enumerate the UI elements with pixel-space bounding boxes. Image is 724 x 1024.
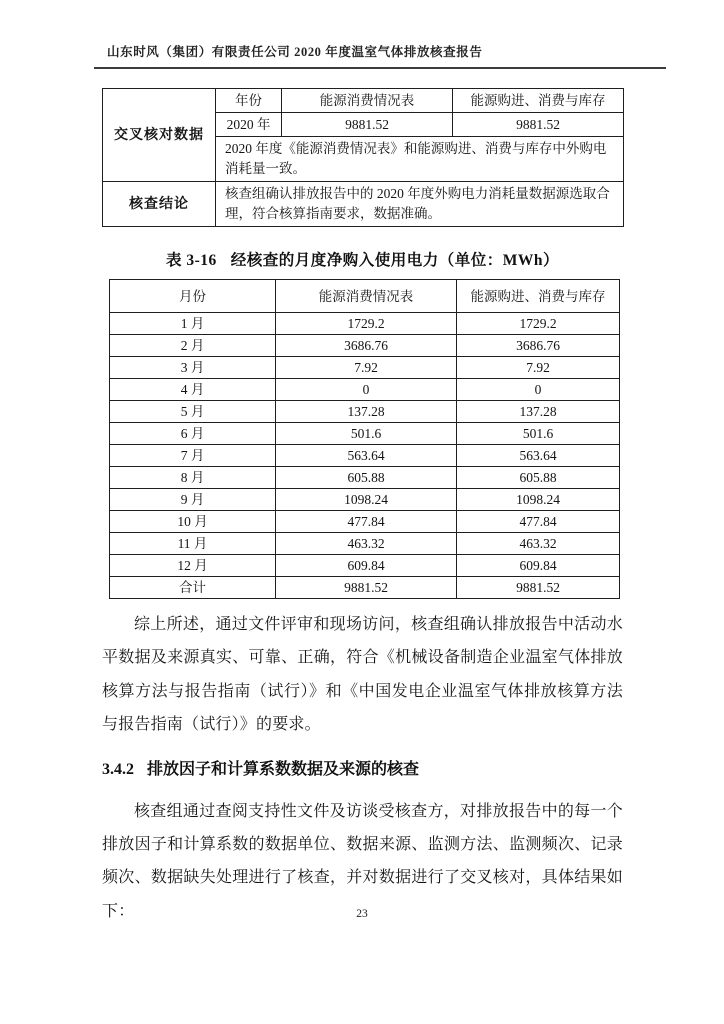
column-header-energy-consumption: 能源消费情况表: [282, 89, 453, 113]
value-cell: 605.88: [457, 467, 620, 489]
value-cell: 3686.76: [457, 335, 620, 357]
total-label-cell: 合计: [110, 577, 276, 599]
table-row: [110, 423, 620, 445]
column-header-energy-consumption: 能源消费情况表: [276, 280, 457, 313]
table-row: [103, 89, 624, 113]
table-row: [110, 533, 620, 555]
factors-paragraph: 核查组通过查阅支持性文件及访谈受核查方，对排放报告中的每一个排放因子和计算系数的数据单位、数据来源、监测方法、监测频次、记录频次、数据缺失处理进行了核查，并对数据进行了交叉核对，具体结果如下：: [102, 802, 623, 920]
section-title: 排放因子和计算系数数据及来源的核查: [147, 760, 420, 778]
month-cell: 1 月: [110, 313, 276, 335]
month-cell: 4 月: [110, 379, 276, 401]
value-cell: 0: [276, 379, 457, 401]
page-content: [102, 88, 623, 928]
table-row: [110, 445, 620, 467]
column-header-year: 年份: [216, 89, 282, 113]
table-row: [110, 489, 620, 511]
table-row: [110, 401, 620, 423]
conclusion-label-cell: 核查结论: [103, 182, 216, 227]
month-cell: 2 月: [110, 335, 276, 357]
table-row: [110, 467, 620, 489]
value-cell: 563.64: [276, 445, 457, 467]
value-cell: 563.64: [457, 445, 620, 467]
value-cell: 1098.24: [276, 489, 457, 511]
table-title-text: 经核查的月度净购入使用电力（单位：MWh）: [230, 252, 560, 269]
table-row: [110, 577, 620, 599]
monthly-table-title: [102, 248, 623, 270]
conclusion-text-cell: 核查组确认排放报告中的 2020 年度外购电力消耗量数据源选取合理，符合核算指南要求，数据准确。: [216, 182, 624, 227]
energy-consumption-value-cell: 9881.52: [282, 113, 453, 137]
section-heading: [102, 753, 623, 786]
value-cell: 7.92: [457, 357, 620, 379]
value-cell: 137.28: [276, 401, 457, 423]
table-row: [110, 313, 620, 335]
total-value-cell: 9881.52: [457, 577, 620, 599]
value-cell: 477.84: [276, 511, 457, 533]
page-number: 23: [356, 908, 368, 920]
section-number: 3.4.2: [102, 760, 134, 778]
month-cell: 11 月: [110, 533, 276, 555]
month-cell: 6 月: [110, 423, 276, 445]
month-cell: 7 月: [110, 445, 276, 467]
cross-check-table: [102, 88, 624, 227]
month-cell: 12 月: [110, 555, 276, 577]
value-cell: 1098.24: [457, 489, 620, 511]
year-value-cell: 2020 年: [216, 113, 282, 137]
page-header: [94, 42, 666, 69]
table-row: [110, 555, 620, 577]
value-cell: 3686.76: [276, 335, 457, 357]
header-title: 山东时风（集团）有限责任公司 2020 年度温室气体排放核查报告: [107, 45, 483, 59]
total-value-cell: 9881.52: [276, 577, 457, 599]
energy-purchase-value-cell: 9881.52: [453, 113, 624, 137]
table-row: [110, 511, 620, 533]
value-cell: 463.32: [457, 533, 620, 555]
value-cell: 1729.2: [276, 313, 457, 335]
table-header-row: [110, 280, 620, 313]
column-header-month: 月份: [110, 280, 276, 313]
month-cell: 3 月: [110, 357, 276, 379]
value-cell: 463.32: [276, 533, 457, 555]
value-cell: 605.88: [276, 467, 457, 489]
monthly-electricity-table: [109, 279, 620, 599]
cross-check-label-cell: 交叉核对数据: [103, 89, 216, 182]
value-cell: 501.6: [276, 423, 457, 445]
value-cell: 609.84: [276, 555, 457, 577]
value-cell: 1729.2: [457, 313, 620, 335]
value-cell: 609.84: [457, 555, 620, 577]
column-header-energy-purchase: 能源购进、消费与库存: [453, 89, 624, 113]
month-cell: 9 月: [110, 489, 276, 511]
value-cell: 501.6: [457, 423, 620, 445]
table-row: [110, 379, 620, 401]
monthly-table-body: [110, 313, 620, 599]
month-cell: 5 月: [110, 401, 276, 423]
summary-paragraph: 综上所述，通过文件评审和现场访问，核查组确认排放报告中活动水平数据及来源真实、可靠、正确，符合《机械设备制造企业温室气体排放核算方法与报告指南（试行）》和《中国发电企业温室气体排放核算方法与报告指南（试行）》的要求。: [102, 616, 623, 734]
table-number-label: 表 3-16: [165, 252, 217, 269]
value-cell: 0: [457, 379, 620, 401]
value-cell: 7.92: [276, 357, 457, 379]
value-cell: 137.28: [457, 401, 620, 423]
table-row: [110, 335, 620, 357]
month-cell: 8 月: [110, 467, 276, 489]
column-header-energy-purchase: 能源购进、消费与库存: [457, 280, 620, 313]
table-row: [103, 182, 624, 227]
month-cell: 10 月: [110, 511, 276, 533]
table-row: [110, 357, 620, 379]
value-cell: 477.84: [457, 511, 620, 533]
cross-check-note-cell: 2020 年度《能源消费情况表》和能源购进、消费与库存中外购电消耗量一致。: [216, 137, 624, 182]
